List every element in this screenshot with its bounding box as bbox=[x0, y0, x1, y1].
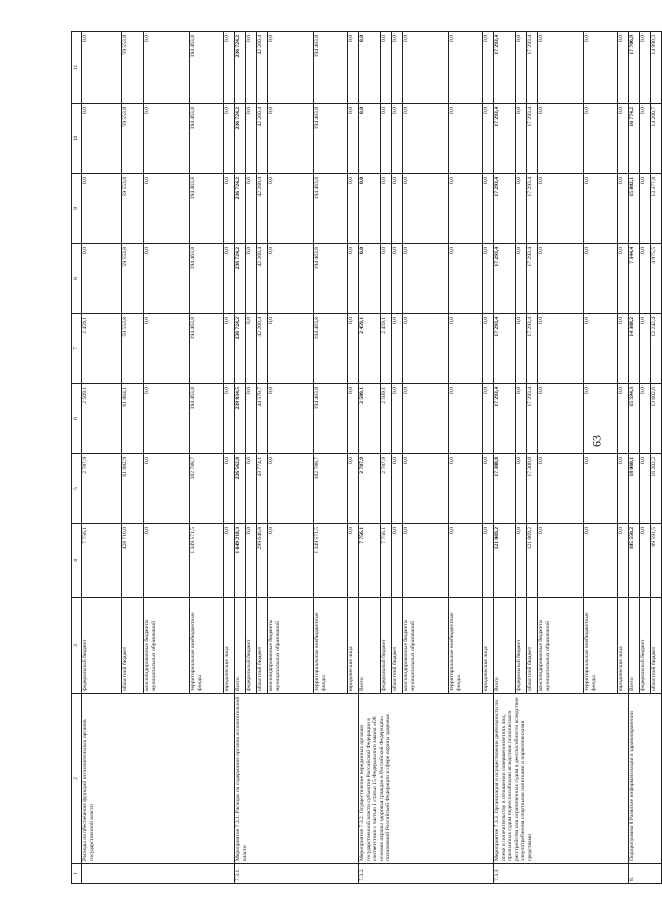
value-cell: 0,0 bbox=[403, 454, 449, 524]
value-cell: 0,0 bbox=[392, 384, 403, 454]
table-row bbox=[494, 32, 516, 884]
value-cell: 17 293,4 bbox=[494, 32, 516, 104]
table-row bbox=[629, 32, 640, 884]
value-cell: 0,0 bbox=[538, 524, 584, 598]
value-cell: 0,0 bbox=[268, 454, 314, 524]
value-cell: 0,0 bbox=[246, 244, 257, 314]
value-cell: 0,0 bbox=[640, 384, 651, 454]
value-cell: 0,0 bbox=[348, 314, 359, 384]
value-cell: 0,0 bbox=[268, 524, 314, 598]
value-cell: 42 260,4 bbox=[257, 32, 268, 104]
value-cell: 0,0 bbox=[483, 454, 494, 524]
funding-source-cell: федеральный бюджет bbox=[82, 598, 122, 694]
funding-source-cell: Всего bbox=[359, 598, 381, 694]
value-cell: 0,0 bbox=[449, 384, 483, 454]
value-cell: 0,0 bbox=[516, 384, 527, 454]
value-cell: 0,0 bbox=[268, 244, 314, 314]
row-number-cell: 7.3.3. bbox=[494, 864, 629, 884]
value-cell: 0,0 bbox=[618, 314, 629, 384]
value-cell: 0,0 bbox=[82, 174, 122, 244]
value-cell: 0,0 bbox=[483, 384, 494, 454]
value-cell: 0,0 bbox=[403, 104, 449, 174]
value-cell: 0,0 bbox=[392, 244, 403, 314]
row-number-cell bbox=[82, 864, 235, 884]
value-cell: 0,0 bbox=[381, 104, 392, 174]
value-cell: 226 562,8 bbox=[235, 454, 246, 524]
funding-source-cell: областной бюджет bbox=[651, 598, 662, 694]
value-cell: 182 788,7 bbox=[190, 454, 224, 524]
value-cell: 0,0 bbox=[268, 32, 314, 104]
value-cell: 0,0 bbox=[381, 244, 392, 314]
value-cell: 44 570,7 bbox=[257, 384, 268, 454]
value-cell: 17 293,4 bbox=[527, 174, 538, 244]
value-cell: 0,0 bbox=[268, 314, 314, 384]
value-cell: 194 463,8 bbox=[190, 244, 224, 314]
value-cell: 0,0 bbox=[224, 384, 235, 454]
value-cell: 0,0 bbox=[449, 524, 483, 598]
value-cell: 17 293,4 bbox=[527, 104, 538, 174]
value-cell: 0,0 bbox=[483, 314, 494, 384]
value-cell: 7 756,1 bbox=[381, 524, 392, 598]
column-number-cell: 10 bbox=[72, 104, 82, 174]
value-cell: 15 594,3 bbox=[629, 384, 640, 454]
value-cell: 42 260,4 bbox=[257, 174, 268, 244]
value-cell: 2 459,1 bbox=[82, 314, 122, 384]
value-cell: 17 293,4 bbox=[494, 174, 516, 244]
value-cell: 194 463,8 bbox=[314, 244, 348, 314]
value-cell: 59 553,8 bbox=[122, 314, 144, 384]
value-cell: 0,0 bbox=[224, 524, 235, 598]
funding-source-cell: юридические лица bbox=[224, 598, 235, 694]
value-cell: 17 308,8 bbox=[494, 454, 516, 524]
column-number-cell: 9 bbox=[72, 174, 82, 244]
value-cell: 42 260,4 bbox=[257, 104, 268, 174]
value-cell: 121 069,2 bbox=[494, 524, 516, 598]
value-cell: 18 060,1 bbox=[629, 454, 640, 524]
value-cell: 194 463,8 bbox=[190, 384, 224, 454]
value-cell: 15 802,1 bbox=[629, 174, 640, 244]
value-cell: 0,0 bbox=[516, 32, 527, 104]
value-cell: 2 787,9 bbox=[82, 454, 122, 524]
table-row bbox=[235, 32, 246, 884]
rotated-table-wrapper bbox=[71, 32, 657, 884]
funding-source-cell: консолидированные бюджеты муниципальных образований bbox=[538, 598, 584, 694]
value-cell: 0,0 bbox=[449, 454, 483, 524]
value-cell: 0,0 bbox=[618, 524, 629, 598]
value-cell: 0,0 bbox=[224, 174, 235, 244]
value-cell: 0,0 bbox=[359, 32, 381, 104]
value-cell: 0,0 bbox=[640, 32, 651, 104]
page-number: 63 bbox=[589, 435, 604, 447]
value-cell: 0,0 bbox=[449, 244, 483, 314]
value-cell: 0,0 bbox=[359, 104, 381, 174]
value-cell: 4 975,5 bbox=[651, 244, 662, 314]
value-cell: 0,0 bbox=[268, 384, 314, 454]
value-cell: 17 293,4 bbox=[527, 314, 538, 384]
funding-source-cell: юридические лица bbox=[618, 598, 629, 694]
value-cell: 0,0 bbox=[516, 104, 527, 174]
column-number-cell: 5 bbox=[72, 454, 82, 524]
value-cell: 0,0 bbox=[538, 314, 584, 384]
column-number-cell: 7 bbox=[72, 314, 82, 384]
value-cell: 14 990,3 bbox=[651, 32, 662, 104]
value-cell: 42 260,4 bbox=[257, 244, 268, 314]
value-cell: 0,0 bbox=[348, 384, 359, 454]
value-cell: 0,0 bbox=[144, 524, 190, 598]
value-cell: 0,0 bbox=[483, 524, 494, 598]
value-cell: 121 069,2 bbox=[527, 524, 538, 598]
value-cell: 0,0 bbox=[516, 524, 527, 598]
value-cell: 0,0 bbox=[348, 454, 359, 524]
value-cell: 0,0 bbox=[392, 524, 403, 598]
value-cell: 0,0 bbox=[144, 244, 190, 314]
value-cell: 0,0 bbox=[618, 32, 629, 104]
value-cell: 0,0 bbox=[144, 32, 190, 104]
column-number-cell: 8 bbox=[72, 244, 82, 314]
value-cell: 0,0 bbox=[640, 174, 651, 244]
value-cell: 0,0 bbox=[246, 454, 257, 524]
value-cell: 194 463,8 bbox=[314, 104, 348, 174]
value-cell: 0,0 bbox=[268, 174, 314, 244]
value-cell: 0,0 bbox=[618, 244, 629, 314]
value-cell: 0,0 bbox=[538, 174, 584, 244]
value-cell: 0,0 bbox=[348, 244, 359, 314]
value-cell: 2 509,1 bbox=[381, 384, 392, 454]
value-cell: 2 459,1 bbox=[359, 314, 381, 384]
value-cell: 105 550,2 bbox=[629, 524, 640, 598]
funding-source-cell: консолидированные бюджеты муниципальных образований bbox=[403, 598, 449, 694]
funding-source-cell: областной бюджет bbox=[257, 598, 268, 694]
value-cell: 0,0 bbox=[246, 32, 257, 104]
value-cell: 236 724,2 bbox=[235, 174, 246, 244]
value-cell: 0,0 bbox=[359, 244, 381, 314]
table-row bbox=[359, 32, 381, 884]
funding-source-cell: областной бюджет bbox=[392, 598, 403, 694]
value-cell: 0,0 bbox=[82, 32, 122, 104]
column-number-cell: 3 bbox=[72, 598, 82, 694]
value-cell: 0,0 bbox=[640, 104, 651, 174]
value-cell: 7 756,1 bbox=[82, 524, 122, 598]
value-cell: 0,0 bbox=[403, 524, 449, 598]
funding-source-cell: федеральный бюджет bbox=[640, 598, 651, 694]
value-cell: 0,0 bbox=[403, 314, 449, 384]
value-cell: 0,0 bbox=[144, 174, 190, 244]
value-cell: 299 646,8 bbox=[257, 524, 268, 598]
value-cell: 0,0 bbox=[640, 454, 651, 524]
funding-source-cell: федеральный бюджет bbox=[516, 598, 527, 694]
value-cell: 194 463,8 bbox=[314, 314, 348, 384]
funding-source-cell: федеральный бюджет bbox=[381, 598, 392, 694]
value-cell: 0,0 bbox=[348, 524, 359, 598]
value-cell: 13 377,8 bbox=[651, 174, 662, 244]
value-cell: 0,0 bbox=[403, 384, 449, 454]
measure-name-cell: Подпрограмма 8 Развитие информатизации в здравоохранении bbox=[629, 694, 662, 864]
value-cell: 1 649 218,3 bbox=[235, 524, 246, 598]
budget-table bbox=[71, 31, 662, 884]
value-cell: 0,0 bbox=[392, 104, 403, 174]
value-cell: 0,0 bbox=[449, 314, 483, 384]
value-cell: 0,0 bbox=[144, 384, 190, 454]
value-cell: 14 368,2 bbox=[629, 314, 640, 384]
value-cell: 16 774,2 bbox=[629, 104, 640, 174]
value-cell: 194 463,8 bbox=[314, 174, 348, 244]
value-cell: 0,0 bbox=[246, 524, 257, 598]
funding-source-cell: консолидированные бюджеты муниципальных образований bbox=[268, 598, 314, 694]
value-cell: 194 463,8 bbox=[314, 32, 348, 104]
value-cell: 0,0 bbox=[618, 104, 629, 174]
measure-name-cell: Мероприятие 7.3.1. Расходы на содержание органов исполнительной власти bbox=[235, 694, 359, 864]
value-cell: 0,0 bbox=[483, 244, 494, 314]
value-cell: 1 349 571,5 bbox=[190, 524, 224, 598]
value-cell: 0,0 bbox=[403, 32, 449, 104]
value-cell: 0,0 bbox=[392, 32, 403, 104]
value-cell: 61 864,1 bbox=[122, 384, 144, 454]
value-cell: 0,0 bbox=[516, 454, 527, 524]
value-cell: 17 293,4 bbox=[494, 314, 516, 384]
value-cell: 0,0 bbox=[144, 454, 190, 524]
value-cell: 17 308,8 bbox=[527, 454, 538, 524]
value-cell: 13 602,6 bbox=[651, 384, 662, 454]
value-cell: 0,0 bbox=[144, 104, 190, 174]
value-cell: 0,0 bbox=[538, 384, 584, 454]
value-cell: 0,0 bbox=[584, 104, 618, 174]
value-cell: 7 756,1 bbox=[359, 524, 381, 598]
value-cell: 0,0 bbox=[584, 454, 618, 524]
funding-source-cell: территориальные внебюджетные фонды bbox=[314, 598, 348, 694]
value-cell: 0,0 bbox=[224, 244, 235, 314]
funding-source-cell: областной бюджет bbox=[527, 598, 538, 694]
funding-source-cell: федеральный бюджет bbox=[246, 598, 257, 694]
value-cell: 236 724,2 bbox=[235, 32, 246, 104]
value-cell: 12 242,4 bbox=[651, 314, 662, 384]
value-cell: 17 293,4 bbox=[527, 32, 538, 104]
funding-source-cell: Всего bbox=[494, 598, 516, 694]
value-cell: 0,0 bbox=[224, 314, 235, 384]
value-cell: 0,0 bbox=[144, 314, 190, 384]
measure-name-cell: Расходы на обеспечение функций исполнительных органов государственной власти bbox=[82, 694, 235, 864]
value-cell: 0,0 bbox=[246, 174, 257, 244]
value-cell: 7 344,4 bbox=[629, 244, 640, 314]
value-cell: 0,0 bbox=[483, 174, 494, 244]
measure-name-cell: Мероприятие 7.3.3. Организация и осуществление деятельности по опеке и попечительству в отношении совершеннолетних лиц, признанных судом недееспособными вследствие психического расстройства или ограниченных судом в дееспособности вследствие злоупотребления спиртными напитками и наркотическими средствами bbox=[494, 694, 629, 864]
value-cell: 0,0 bbox=[348, 32, 359, 104]
value-cell: 0,0 bbox=[618, 174, 629, 244]
value-cell: 17 293,4 bbox=[494, 244, 516, 314]
value-cell: 0,0 bbox=[584, 524, 618, 598]
value-cell: 1 349 571,5 bbox=[314, 524, 348, 598]
value-cell: 194 463,8 bbox=[190, 314, 224, 384]
value-cell: 0,0 bbox=[584, 174, 618, 244]
value-cell: 428 716,0 bbox=[122, 524, 144, 598]
column-number-cell: 2 bbox=[72, 694, 82, 864]
value-cell: 0,0 bbox=[538, 244, 584, 314]
value-cell: 0,0 bbox=[392, 174, 403, 244]
value-cell: 0,0 bbox=[516, 314, 527, 384]
value-cell: 0,0 bbox=[516, 174, 527, 244]
value-cell: 2 459,1 bbox=[381, 314, 392, 384]
funding-source-cell: областной бюджет bbox=[122, 598, 144, 694]
value-cell: 0,0 bbox=[483, 104, 494, 174]
funding-source-cell: территориальные внебюджетные фонды bbox=[584, 598, 618, 694]
funding-source-cell: Всего bbox=[629, 598, 640, 694]
value-cell: 0,0 bbox=[449, 104, 483, 174]
value-cell: 61 082,9 bbox=[122, 454, 144, 524]
value-cell: 194 463,8 bbox=[314, 384, 348, 454]
value-cell: 239 834,5 bbox=[235, 384, 246, 454]
funding-source-cell: юридические лица bbox=[348, 598, 359, 694]
value-cell: 194 463,8 bbox=[190, 32, 224, 104]
value-cell: 0,0 bbox=[246, 104, 257, 174]
value-cell: 59 553,8 bbox=[122, 244, 144, 314]
value-cell: 59 553,8 bbox=[122, 174, 144, 244]
value-cell: 0,0 bbox=[348, 174, 359, 244]
value-cell: 2 787,9 bbox=[381, 454, 392, 524]
value-cell: 0,0 bbox=[538, 32, 584, 104]
funding-source-cell: Всего bbox=[235, 598, 246, 694]
table-body bbox=[82, 32, 662, 884]
value-cell: 0,0 bbox=[348, 104, 359, 174]
funding-source-cell: территориальные внебюджетные фонды bbox=[190, 598, 224, 694]
value-cell: 0,0 bbox=[640, 244, 651, 314]
column-number-cell: 4 bbox=[72, 524, 82, 598]
value-cell: 17 706,9 bbox=[629, 32, 640, 104]
row-number-cell: 7.3.1. bbox=[235, 864, 359, 884]
value-cell: 0,0 bbox=[381, 174, 392, 244]
value-cell: 0,0 bbox=[584, 244, 618, 314]
value-cell: 0,0 bbox=[483, 32, 494, 104]
value-cell: 182 788,7 bbox=[314, 454, 348, 524]
value-cell: 0,0 bbox=[403, 174, 449, 244]
value-cell: 17 293,4 bbox=[494, 384, 516, 454]
table-row bbox=[82, 32, 122, 884]
value-cell: 0,0 bbox=[449, 32, 483, 104]
value-cell: 2 509,1 bbox=[359, 384, 381, 454]
value-cell: 14 200,7 bbox=[651, 104, 662, 174]
value-cell: 0,0 bbox=[640, 314, 651, 384]
value-cell: 0,0 bbox=[246, 314, 257, 384]
value-cell: 0,0 bbox=[618, 384, 629, 454]
row-number-cell: 8. bbox=[629, 864, 662, 884]
value-cell: 42 260,4 bbox=[257, 314, 268, 384]
value-cell: 0,0 bbox=[392, 314, 403, 384]
funding-source-cell: территориальные внебюджетные фонды bbox=[449, 598, 483, 694]
value-cell: 194 463,8 bbox=[190, 174, 224, 244]
value-cell: 0,0 bbox=[268, 104, 314, 174]
value-cell: 0,0 bbox=[618, 454, 629, 524]
value-cell: 0,0 bbox=[224, 32, 235, 104]
value-cell: 0,0 bbox=[449, 174, 483, 244]
value-cell: 0,0 bbox=[381, 32, 392, 104]
value-cell: 0,0 bbox=[584, 314, 618, 384]
value-cell: 194 463,8 bbox=[190, 104, 224, 174]
value-cell: 17 293,4 bbox=[494, 104, 516, 174]
column-number-cell: 1 bbox=[72, 864, 82, 884]
value-cell: 17 293,4 bbox=[527, 384, 538, 454]
value-cell: 2 509,1 bbox=[82, 384, 122, 454]
value-cell: 0,0 bbox=[224, 454, 235, 524]
value-cell: 59 553,8 bbox=[122, 32, 144, 104]
value-cell: 236 724,2 bbox=[235, 104, 246, 174]
value-cell: 0,0 bbox=[584, 384, 618, 454]
value-cell: 0,0 bbox=[538, 104, 584, 174]
value-cell: 2 787,9 bbox=[359, 454, 381, 524]
value-cell: 59 553,8 bbox=[122, 104, 144, 174]
column-number-cell: 6 bbox=[72, 384, 82, 454]
column-number-cell: 11 bbox=[72, 32, 82, 104]
measure-name-cell: Мероприятие 7.3.2. Осуществление переданных органам государственной власти субъектов Российской Федерации в соответствии с частью 1 статьи 15 Федерального закона «Об основах охраны здоровья граждан в Российской Федерации» полномочий Российской Федерации в сфере охраны здоровья bbox=[359, 694, 494, 864]
funding-source-cell: консолидированные бюджеты муниципальных образований bbox=[144, 598, 190, 694]
value-cell: 43 774,1 bbox=[257, 454, 268, 524]
value-cell: 0,0 bbox=[516, 244, 527, 314]
value-cell: 0,0 bbox=[403, 244, 449, 314]
value-cell: 0,0 bbox=[584, 32, 618, 104]
value-cell: 236 724,2 bbox=[235, 314, 246, 384]
value-cell: 0,0 bbox=[224, 104, 235, 174]
value-cell: 16 202,2 bbox=[651, 454, 662, 524]
value-cell: 236 724,2 bbox=[235, 244, 246, 314]
value-cell: 0,0 bbox=[640, 524, 651, 598]
value-cell: 89 591,5 bbox=[651, 524, 662, 598]
value-cell: 0,0 bbox=[538, 454, 584, 524]
value-cell: 0,0 bbox=[359, 174, 381, 244]
column-number-row bbox=[72, 32, 82, 884]
funding-source-cell: юридические лица bbox=[483, 598, 494, 694]
value-cell: 0,0 bbox=[82, 104, 122, 174]
row-number-cell: 7.3.2. bbox=[359, 864, 494, 884]
value-cell: 0,0 bbox=[246, 384, 257, 454]
value-cell: 17 293,4 bbox=[527, 244, 538, 314]
value-cell: 0,0 bbox=[392, 454, 403, 524]
value-cell: 0,0 bbox=[82, 244, 122, 314]
